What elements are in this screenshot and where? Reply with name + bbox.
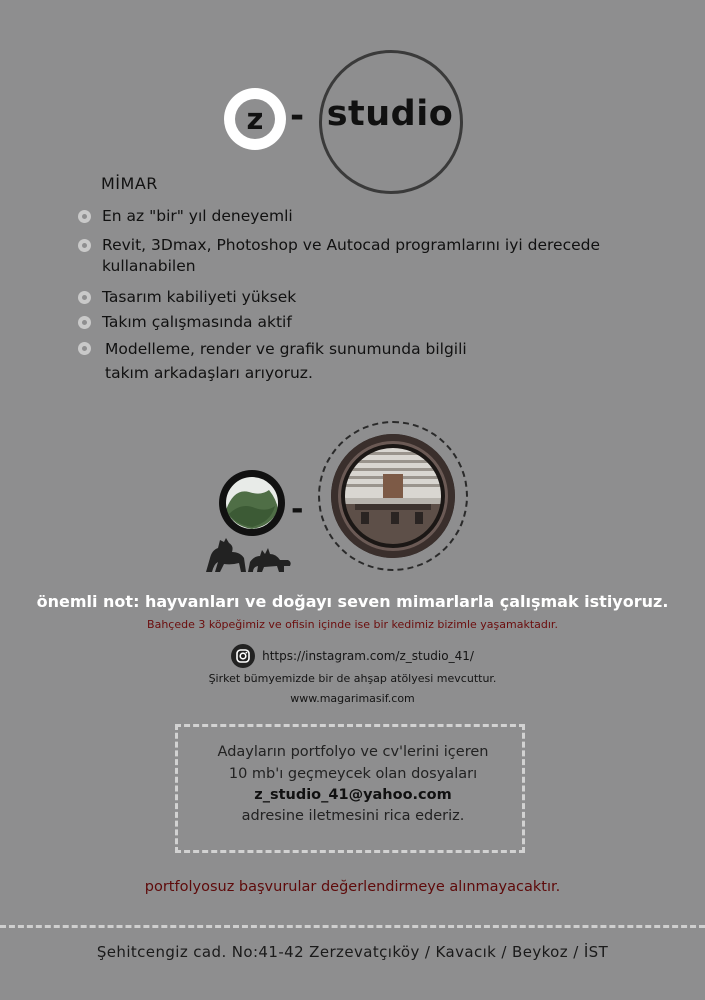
application-box xyxy=(175,724,525,853)
logo-dash: - xyxy=(290,96,305,136)
instagram-icon[interactable] xyxy=(231,644,255,668)
application-line: Adayların portfolyo ve cv'lerini içeren xyxy=(217,744,489,760)
application-email[interactable]: z_studio_41@yahoo.com xyxy=(254,787,452,803)
office-interior-photo xyxy=(331,434,455,558)
requirement-text: Tasarım kabiliyeti yüksek xyxy=(102,288,297,306)
requirement-text: Takım çalışmasında aktif xyxy=(102,313,292,331)
portfolio-warning: portfolyosuz başvurular değerlendirmeye alınmayacaktır. xyxy=(144,879,561,895)
workshop-note: Şirket bümyemizde bir de ahşap atölyesi mevcuttur. xyxy=(208,672,497,685)
logo-studio-text: studio xyxy=(326,94,454,134)
bullet-icon xyxy=(78,291,91,304)
instagram-row xyxy=(0,644,705,668)
bullet-icon xyxy=(78,210,91,223)
bullet-icon xyxy=(78,239,91,252)
requirement-text: En az "bir" yıl deneyemli xyxy=(102,207,293,225)
instagram-link[interactable]: https://instagram.com/z_studio_41/ xyxy=(262,649,474,663)
important-note: önemli not: hayvanları ve doğayı seven mimarlarla çalışmak istiyoruz. xyxy=(36,592,669,611)
bullet-icon xyxy=(78,342,91,355)
logo-z-letter: z xyxy=(235,99,275,139)
requirement-text: takım arkadaşları arıyoruz. xyxy=(105,364,313,382)
pets-silhouette-icon xyxy=(204,534,294,578)
office-address: Şehitcengiz cad. No:41-42 Zerzevatçıköy / Kavacık / Beykoz / İST xyxy=(96,943,609,961)
website-link[interactable]: www.magarimasif.com xyxy=(290,692,415,705)
footer-divider xyxy=(0,925,705,928)
application-line: adresine iletmesini rica ederiz. xyxy=(241,808,465,824)
bullet-icon xyxy=(78,316,91,329)
garden-window-photo xyxy=(219,470,285,536)
pets-note: Bahçede 3 köpeğimiz ve ofisin içinde ise bir kedimiz bizimle yaşamaktadır. xyxy=(147,618,558,631)
requirement-text: Revit, 3Dmax, Photoshop ve Autocad programlarını iyi derecede xyxy=(102,236,601,254)
job-title: MİMAR xyxy=(101,174,158,193)
application-line: 10 mb'ı geçmeycek olan dosyaları xyxy=(228,766,478,782)
requirement-text: Modelleme, render ve grafik sunumunda bilgili xyxy=(105,340,467,358)
requirement-text: kullanabilen xyxy=(102,257,196,275)
illustration-dash: - xyxy=(291,492,304,527)
